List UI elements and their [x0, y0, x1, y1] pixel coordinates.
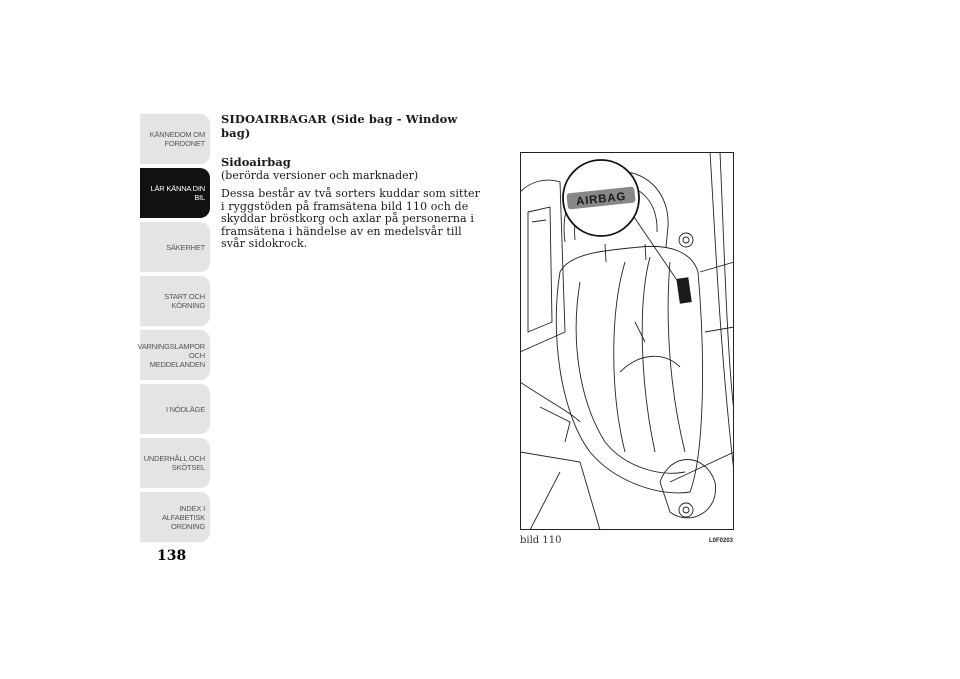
tab-lar-kanna-din-bil[interactable] [140, 168, 210, 218]
tab-label: I NÖDLÄGE [165, 404, 205, 414]
text-column [221, 112, 481, 251]
section-title: SIDOAIRBAGAR (Side bag - Window bag) [221, 112, 458, 140]
tab-label: VARNINGSLAMPOR OCH MEDDELANDEN [137, 341, 205, 369]
tab-underhall-och-skotsel[interactable] [140, 438, 210, 488]
figure-code: L0F0203 [709, 538, 734, 544]
tab-label: UNDERHÅLL OCH SKÖTSEL [143, 454, 205, 472]
tab-varningslampor[interactable] [137, 330, 210, 380]
tab-label: START OCH KÖRNING [164, 292, 205, 310]
airbag-badge-text: AIRBAG [575, 190, 627, 209]
figure-caption: bild 110 [520, 535, 562, 546]
chapter-sidebar [137, 114, 210, 546]
subheading: Sidoairbag [221, 155, 291, 169]
applicability-note: (berörda versioner och marknader) [221, 169, 419, 182]
tab-label: SÄKERHET [166, 242, 205, 252]
page-number: 138 [157, 548, 187, 564]
tab-sakerhet[interactable] [140, 222, 210, 272]
seat-airbag-illustration [520, 152, 734, 530]
tab-i-nodlage[interactable] [140, 384, 210, 434]
tab-start-och-korning[interactable] [140, 276, 210, 326]
tab-label: INDEX I ALFABETISK ORDNING [161, 503, 205, 531]
tab-label: LÄR KÄNNA DIN BIL [150, 184, 205, 202]
tab-kannedom-om-fordonet[interactable] [140, 114, 210, 164]
tab-index[interactable] [140, 492, 210, 542]
body-paragraph: Dessa består av två sorters kuddar som sitter i ryggstöden på framsätena bild 110 och de skyddar bröstkorg och axlar på personerna i framsätena i händelse av en medelsvår till svår sidokrock. [221, 187, 481, 250]
tab-label: KÄNNEDOM OM FORDONET [149, 130, 205, 148]
